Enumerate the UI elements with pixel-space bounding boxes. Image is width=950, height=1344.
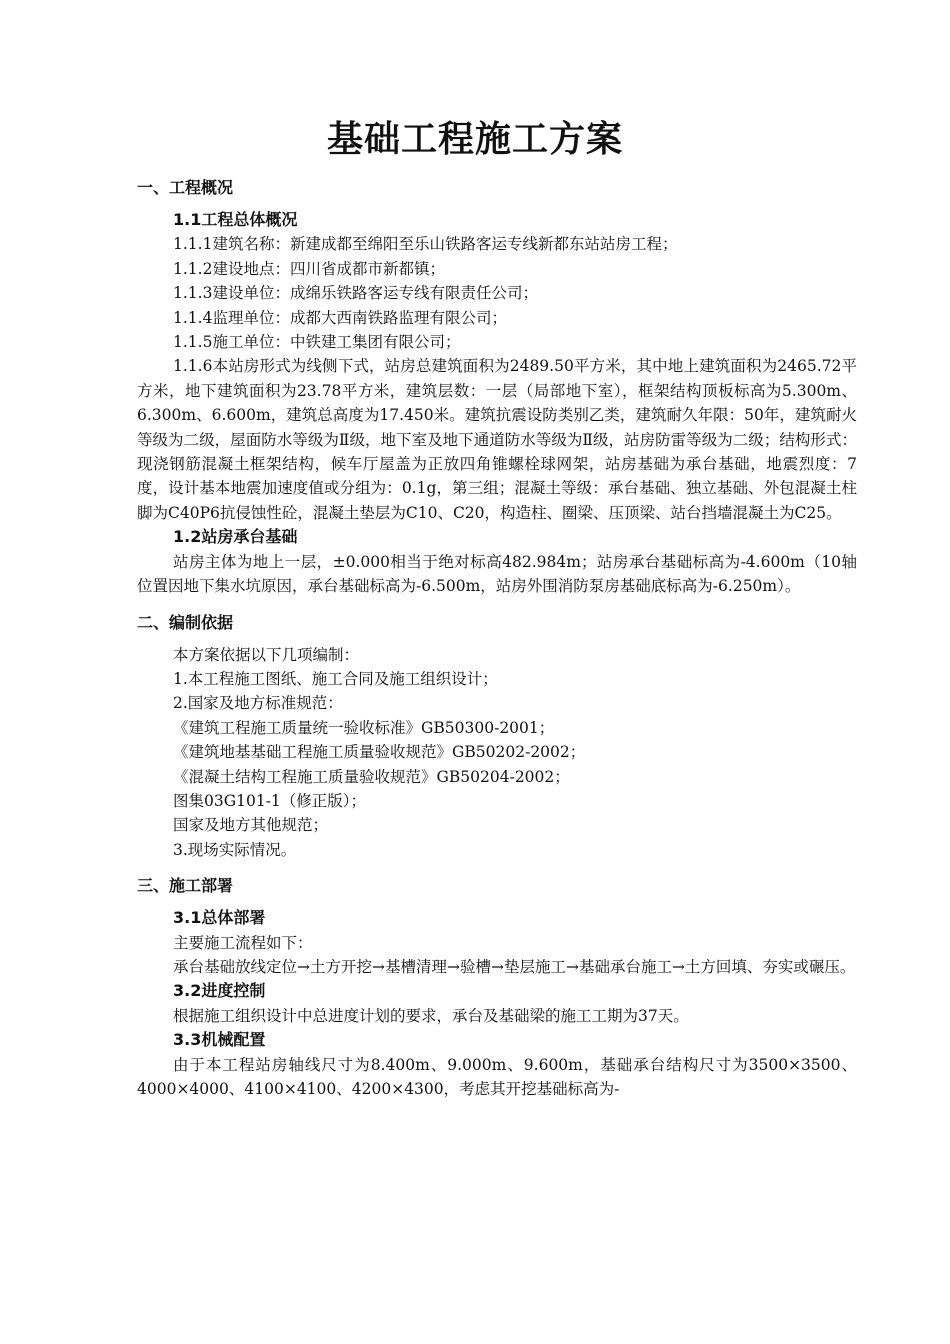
paragraph-location: 1.1.2建设地点：四川省成都市新都镇； xyxy=(173,259,445,278)
document-title: 基础工程施工方案 xyxy=(326,119,623,160)
list-item: 3.现场实际情况。 xyxy=(173,840,297,859)
paragraph-supervisor: 1.1.4监理单位：成都大西南铁路监理有限公司； xyxy=(173,308,507,327)
list-item: 2.国家及地方标准规范： xyxy=(173,694,343,713)
document-body xyxy=(137,176,857,1101)
paragraph-building-description: 1.1.6本站房形式为线侧下式，站房总建筑面积为2489.50平方米，其中地上建筑面积为2465.72平方米，地下建筑面积为23.78平方米，建筑层数：一层（局部地下室），框架结构顶板标高为5.300m、6.300m、6.600m，建筑总高度为17.450米。建筑抗震设防类别乙类，建筑耐久年限：50年，建筑耐火等级为二级，屋面防水等级为Ⅱ级，地下室及地下通道防水等级为Ⅱ级，站房防雷等级为二级；结构形式：现浇钢筋混凝土框架结构，候车厅屋盖为正放四角锥螺栓球网架，站房基础为承台基础，地震烈度：7度，设计基本地震加速度值或分组为：0.1g，第三组；混凝土等级：承台基础、独立基础、外包混凝土柱脚为C40P6抗侵蚀性砼，混凝土垫层为C10、C20，构造柱、圈梁、压顶梁、站台挡墙混凝土为C25。 xyxy=(137,357,857,522)
subsection-heading-schedule: 3.2进度控制 xyxy=(173,981,266,1001)
paragraph-foundation-elevation: 站房主体为地上一层，±0.000相当于绝对标高482.984m；站房承台基础标高为-4.600m（10轴位置因地下集水坑原因，承台基础标高为-6.500m，站房外围消防泵房基础底标高为-6.250m）。 xyxy=(137,552,857,596)
section-heading-deployment: 三、施工部署 xyxy=(137,876,234,896)
paragraph-owner: 1.1.3建设单位：成绵乐铁路客运专线有限责任公司； xyxy=(173,284,538,303)
subsection-heading-general: 1.1工程总体概况 xyxy=(173,210,298,229)
list-item: 1.本工程施工图纸、施工合同及施工组织设计； xyxy=(173,669,498,688)
paragraph-process-flow: 承台基础放线定位→土方开挖→基槽清理→验槽→垫层施工→基础承台施工→土方回填、夯实或碾压。 xyxy=(173,957,856,976)
list-item: 图集03G101-1（修正版）； xyxy=(173,791,367,810)
subsection-heading-foundation: 1.2站房承台基础 xyxy=(173,527,298,547)
paragraph-schedule: 根据施工组织设计中总进度计划的要求，承台及基础梁的施工工期为37天。 xyxy=(173,1006,689,1025)
list-item: 本方案依据以下几项编制： xyxy=(173,645,360,664)
paragraph-machinery: 由于本工程站房轴线尺寸为8.400m、9.000m、9.600m，基础承台结构尺寸为3500×3500、4000×4000、4100×4100、4200×4300，考虑其开挖基础标高为- xyxy=(137,1055,857,1098)
list-item: 《建筑工程施工质量统一验收标准》GB50300-2001； xyxy=(173,718,555,737)
paragraph-building-name: 1.1.1建筑名称：新建成都至绵阳至乐山铁路客运专线新都东站站房工程； xyxy=(173,235,678,254)
subsection-heading-machinery: 3.3机械配置 xyxy=(173,1030,266,1050)
paragraph-contractor: 1.1.5施工单位：中铁建工集团有限公司； xyxy=(173,333,461,352)
list-item: 国家及地方其他规范； xyxy=(173,816,329,835)
paragraph-process-intro: 主要施工流程如下： xyxy=(173,933,313,952)
section-heading-overview: 一、工程概况 xyxy=(137,178,234,197)
list-item: 《建筑地基基础工程施工质量验收规范》GB50202-2002； xyxy=(173,743,586,762)
list-item: 《混凝土结构工程施工质量验收规范》GB50204-2002； xyxy=(173,767,570,786)
subsection-heading-overall: 3.1总体部署 xyxy=(173,908,266,928)
section-heading-basis: 二、编制依据 xyxy=(137,612,234,632)
